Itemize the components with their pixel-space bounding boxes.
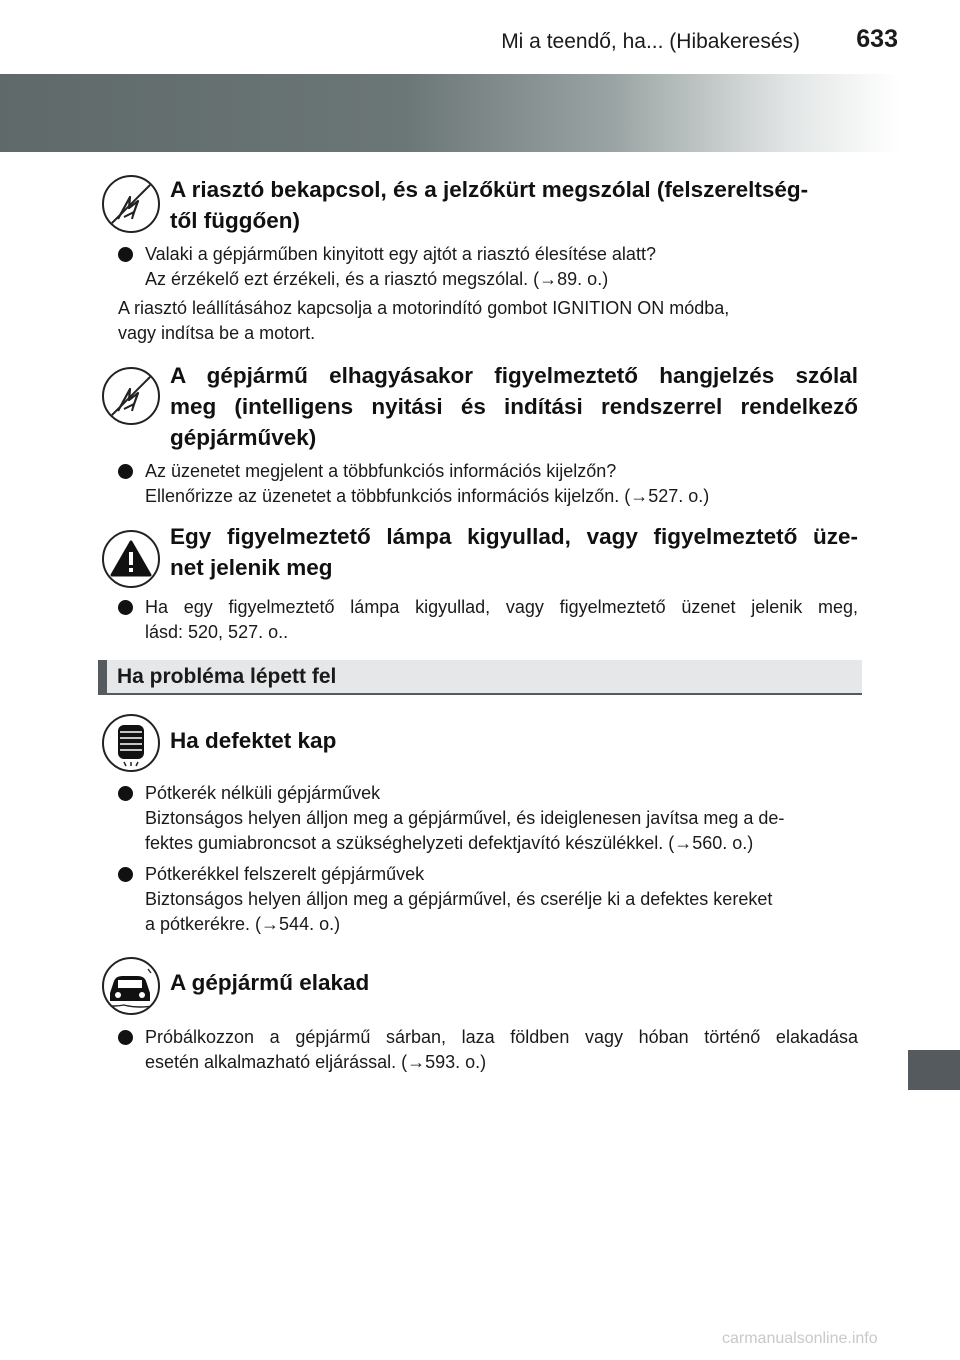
section-heading-flat-tire: Ha defektet kap xyxy=(170,728,337,753)
list-item: Valaki a gépjárműben kinyitott egy ajtót a riasztó élesítése alatt? Az érzékelő ezt érzékeli, és a riasztó megszólal. (→89. o.) xyxy=(118,242,858,292)
section-heading-leaving-vehicle: A gépjármű elhagyásakor figyelmeztető hangjelzés szólal meg (intelligens nyitási és indítási rendszerrel rendelkező gépjárművek) xyxy=(170,363,858,450)
flat-tire-icon xyxy=(102,714,160,772)
header-title: Mi a teendő, ha... (Hibakeresés) xyxy=(501,30,800,53)
bullet-icon xyxy=(118,1030,133,1045)
section-bar-title: Ha probléma lépett fel xyxy=(117,665,337,688)
list-item: Pótkerék nélküli gépjárművek Biztonságos helyen álljon meg a gépjárművel, és ideiglenesen javítsa meg a de- fektes gumiabroncsot a szükséghelyzeti defektjavító készülékkel. (→560. o.) xyxy=(118,781,858,856)
list-item: Ha egy figyelmeztető lámpa kigyullad, vagy figyelmeztető üzenet jelenik meg, lásd: 520, 527. o.. xyxy=(118,595,858,645)
alarm-icon xyxy=(102,367,160,425)
paragraph: A riasztó leállításához kapcsolja a motorindító gombot IGNITION ON módba, vagy indítsa be a motort. xyxy=(118,298,730,343)
bullet-icon xyxy=(118,867,133,882)
chapter-side-tab xyxy=(908,1050,960,1090)
page-number: 633 xyxy=(856,25,898,53)
section-heading-alarm: A riasztó bekapcsol, és a jelzőkürt megszólal (felszereltség- től függően) xyxy=(170,177,809,233)
section-heading-stuck-vehicle: A gépjármű elakad xyxy=(170,970,370,995)
chapter-banner xyxy=(0,74,900,152)
stuck-car-icon xyxy=(102,957,160,1015)
section-bar xyxy=(98,660,862,695)
bullet-icon xyxy=(118,600,133,615)
section-heading-warning-lamp: Egy figyelmeztető lámpa kigyullad, vagy figyelmeztető üze- net jelenik meg xyxy=(170,524,858,580)
bullet-icon xyxy=(118,247,133,262)
watermark: carmanualsonline.info xyxy=(722,1330,878,1347)
list-item: Az üzenetet megjelent a többfunkciós információs kijelzőn? Ellenőrizze az üzenetet a többfunkciós információs kijelzőn. (→527. o.) xyxy=(118,459,858,509)
list-item: Próbálkozzon a gépjármű sárban, laza földben vagy hóban történő elakadása esetén alkalmazható eljárással. (→593. o.) xyxy=(118,1025,858,1075)
warning-icon xyxy=(102,530,160,588)
bullet-icon xyxy=(118,464,133,479)
alarm-icon xyxy=(102,175,160,233)
list-item: Pótkerékkel felszerelt gépjárművek Biztonságos helyen álljon meg a gépjárművel, és cserélje ki a defektes kereket a pótkerékre. (→544. o.) xyxy=(118,862,858,937)
bullet-icon xyxy=(118,786,133,801)
page-header xyxy=(0,0,960,64)
